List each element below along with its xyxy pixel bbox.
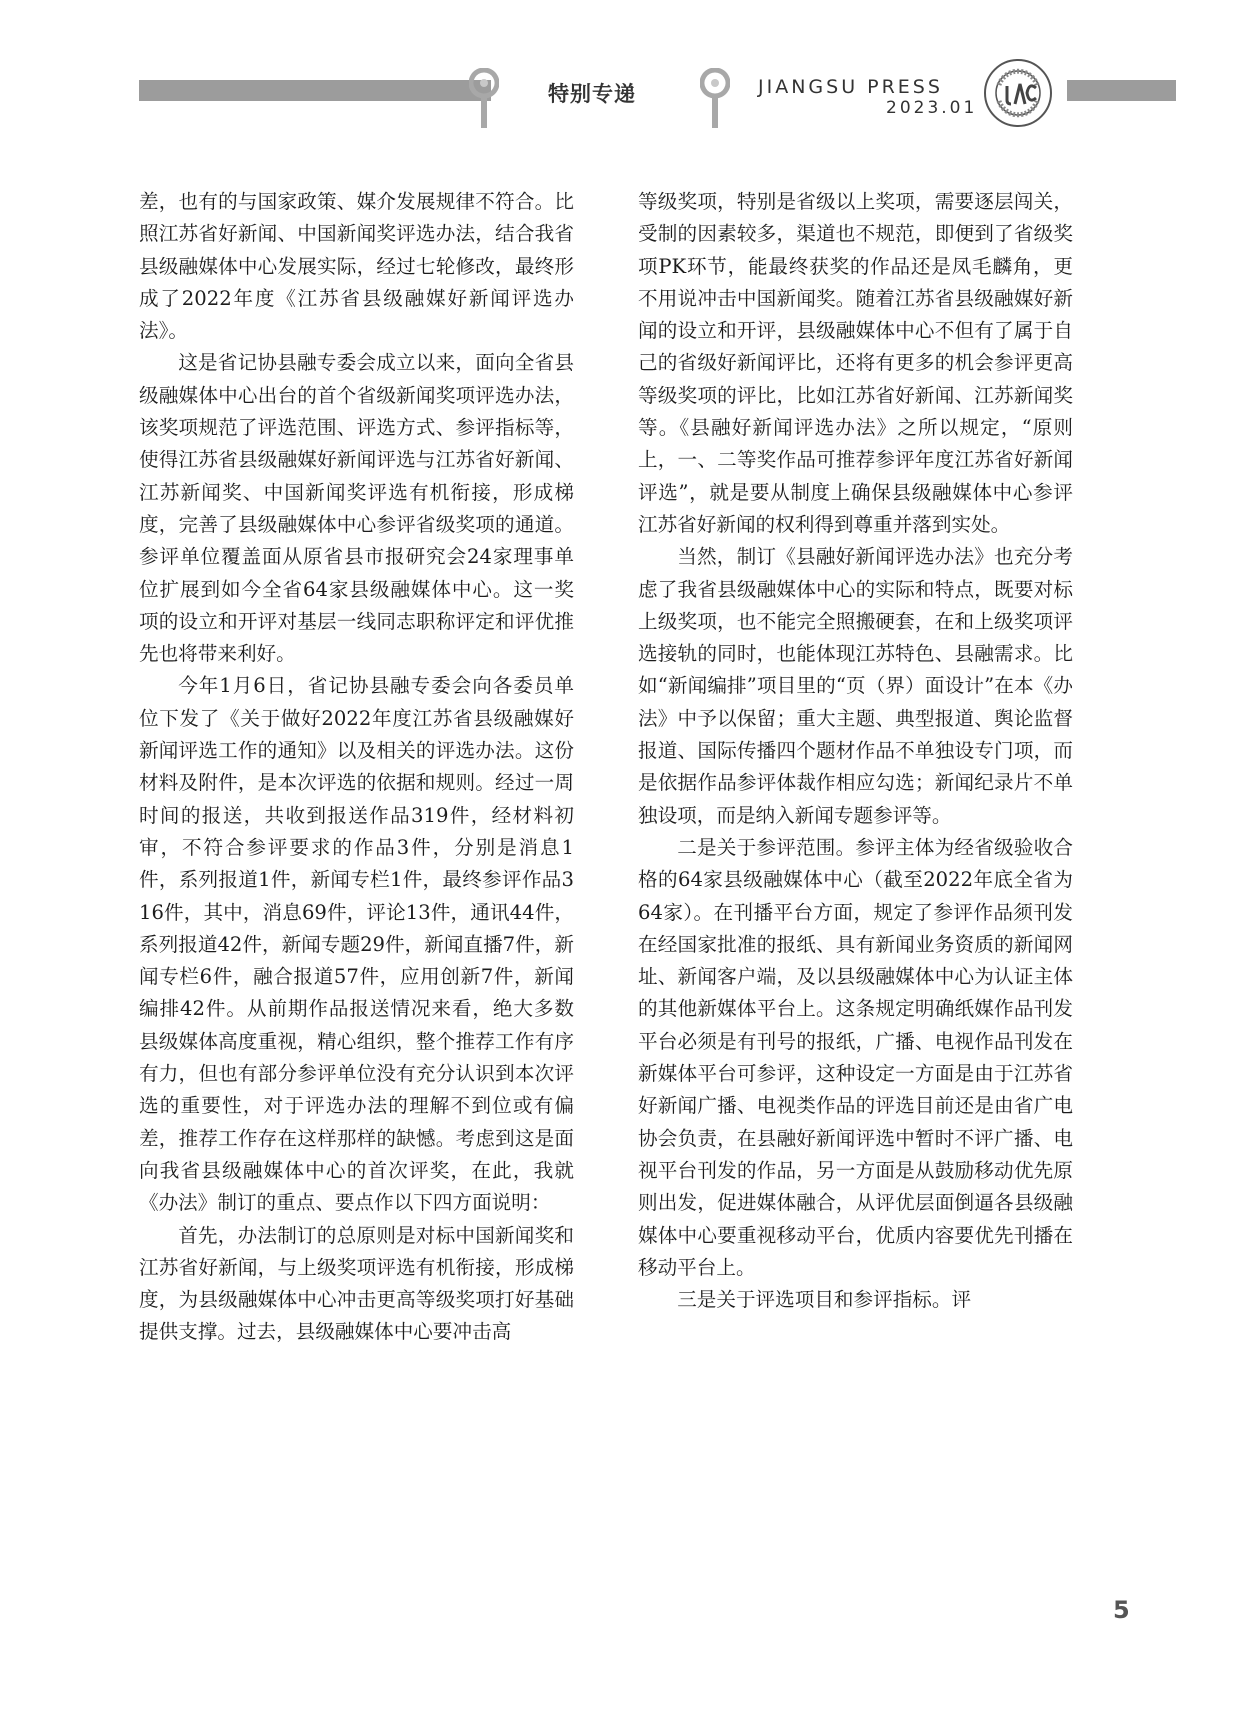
paragraph: 首先，办法制订的总原则是对标中国新闻奖和江苏省好新闻，与上级奖项评选有机衔接，形成梯度，为县级融媒体中心冲击更高等级奖项打好基础提供支撑。过去，县级融媒体中心要冲击高	[139, 1223, 574, 1344]
paragraph: 这是省记协县融专委会成立以来，面向全省县级融媒体中心出台的首个省级新闻奖项评选办法，该奖项规范了评选范围、评选方式、参评指标等，使得江苏省县级融媒好新闻评选与江苏省好新闻、江苏新闻奖、中国新闻奖评选有机衔接，形成梯度，完善了县级融媒体中心参评省级奖项的通道。参评单位覆盖面从原省县市报研究会24家理事单位扩展到如今全省64家县级融媒体中心。这一奖项的设立和开评对基层一线同志职称评定和评优推先也将带来利好。	[139, 351, 574, 666]
magazine-seal-logo	[983, 58, 1053, 128]
header-bar-right	[1067, 80, 1176, 101]
paragraph: 二是关于参评范围。参评主体为经省级验收合格的64家县级融媒体中心（截至2022年底全省为64家）。在刊播平台方面，规定了参评作品须刊发在经国家批准的报纸、具有新闻业务资质的新闻网址、新闻客户端，及以县级融媒体中心为认证主体的其他新媒体平台上。这条规定明确纸媒作品刊发平台必须是有刊号的报纸，广播、电视作品刊发在新媒体平台可参评，这种设定一方面是由于江苏省好新闻广播、电视类作品的评选目前还是由省广电协会负责，在县融好新闻评选中暂时不评广播、电视平台刊发的作品，另一方面是从鼓励移动优先原则出发，促进媒体融合，从评优层面倒逼各县级融媒体中心要重视移动平台，优质内容要优先刊播在移动平台上。	[638, 835, 1073, 1279]
location-pin-icon	[469, 68, 499, 130]
page-number: 5	[1113, 1596, 1130, 1624]
paragraph: 当然，制订《县融好新闻评选办法》也充分考虑了我省县级融媒体中心的实际和特点，既要对标上级奖项，也不能完全照搬硬套，在和上级奖项评选接轨的同时，也能体现江苏特色、县融需求。比如“新闻编排”项目里的“页（界）面设计”在本《办法》中予以保留；重大主题、典型报道、舆论监督报道、国际传播四个题材作品不单独设专门项，而是依据作品参评体裁作相应勾选；新闻纪录片不单独设项，而是纳入新闻专题参评等。	[638, 545, 1073, 827]
paragraph: 差，也有的与国家政策、媒介发展规律不符合。比照江苏省好新闻、中国新闻奖评选办法，结合我省县级融媒体中心发展实际，经过七轮修改，最终形成了2022年度《江苏省县级融媒好新闻评选办法》。	[139, 190, 574, 343]
magazine-name: JIANGSU PRESS	[758, 76, 943, 98]
paragraph: 三是关于评选项目和参评指标。评	[677, 1288, 972, 1312]
paragraph: 今年1月6日，省记协县融专委会向各委员单位下发了《关于做好2022年度江苏省县级融媒好新闻评选工作的通知》以及相关的评选办法。这份材料及附件，是本次评选的依据和规则。经过一周时间的报送，共收到报送作品319件，经材料初审，不符合参评要求的作品3件，分别是消息1件，系列报道1件，新闻专栏1件，最终参评作品316件，其中，消息69件，评论13件，通讯44件，系列报道42件，新闻专题29件，新闻直播7件，新闻专栏6件，融合报道57件，应用创新7件，新闻编排42件。从前期作品报送情况来看，绝大多数县级媒体高度重视，精心组织，整个推荐工作有序有力，但也有部分参评单位没有充分认识到本次评选的重要性，对于评选办法的理解不到位或有偏差，推荐工作存在这样那样的缺憾。考虑到这是面向我省县级融媒体中心的首次评奖，在此，我就《办法》制订的重点、要点作以下四方面说明：	[139, 674, 574, 1215]
left-column	[139, 186, 574, 1349]
header-bar-left	[139, 80, 491, 101]
paragraph: 等级奖项，特别是省级以上奖项，需要逐层闯关，受制的因素较多，渠道也不规范，即便到了省级奖项PK环节，能最终获奖的作品还是凤毛麟角，更不用说冲击中国新闻奖。随着江苏省县级融媒好新闻的设立和开评，县级融媒体中心不但有了属于自己的省级好新闻评比，还将有更多的机会参评更高等级奖项的评比，比如江苏省好新闻、江苏新闻奖等。《县融好新闻评选办法》之所以规定，“原则上，一、二等奖作品可推荐参评年度江苏省好新闻评选”，就是要从制度上确保县级融媒体中心参评江苏省好新闻的权利得到尊重并落到实处。	[638, 190, 1073, 536]
magazine-issue: 2023.01	[886, 98, 978, 118]
right-column	[638, 186, 1073, 1316]
section-title: 特别专递	[548, 82, 636, 106]
location-pin-icon	[700, 68, 730, 130]
